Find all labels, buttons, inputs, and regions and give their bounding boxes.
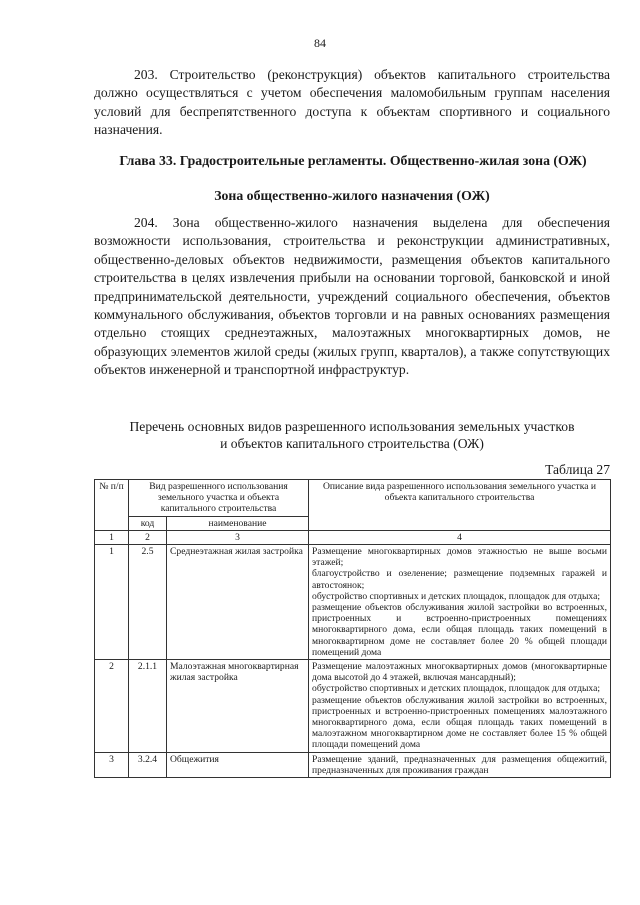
table-header-row: [95, 480, 611, 517]
header-desc: Описание вида разрешенного использования земельного участка и объекта капитального строительства: [309, 480, 611, 531]
row-desc: [309, 660, 611, 753]
column-number: 2: [129, 530, 167, 544]
header-num: № п/п: [95, 480, 129, 531]
desc-item: размещение объектов обслуживания жилой застройки во встроенных, пристроенных и встроенно-пристроенных помещениях малоэтажного многоквартирного дома, если общая площадь таких помещений в малоэтажном многоквартирном доме не составляет более 15 % общей площади помещений дома: [312, 694, 608, 751]
row-name: Малоэтажная многоквартирная жилая застройка: [167, 660, 309, 753]
header-name: наименование: [167, 516, 309, 530]
table-row: [95, 545, 611, 660]
header-code: код: [129, 516, 167, 530]
list-title-line2: и объектов капитального строительства (ОЖ): [220, 436, 484, 451]
table-row: [95, 752, 611, 777]
desc-item: Размещение малоэтажных многоквартирных домов (многоквартирные дома высотой до 4 этажей, включая мансардный);: [312, 661, 608, 684]
desc-item: обустройство спортивных и детских площадок, площадок для отдыха;: [312, 590, 600, 602]
chapter-title: Глава 33. Градостроительные регламенты. Общественно-жилая зона (ОЖ): [119, 153, 587, 168]
row-num: 1: [95, 545, 129, 660]
list-title-line1: Перечень основных видов разрешенного использования земельных участков: [129, 419, 575, 434]
desc-item: Размещение зданий, предназначенных для размещения общежитий, предназначенных для проживания граждан: [312, 753, 608, 776]
row-desc: [309, 752, 611, 777]
row-desc: [309, 545, 611, 660]
row-name: Общежития: [167, 752, 309, 777]
row-code: 3.2.4: [129, 752, 167, 777]
column-number: 3: [167, 530, 309, 544]
table-label: Таблица 27: [545, 462, 610, 477]
column-numbers-row: [95, 530, 611, 544]
row-code: 2.1.1: [129, 660, 167, 753]
row-num: 3: [95, 752, 129, 777]
table-row: [95, 660, 611, 753]
land-use-table: [94, 479, 611, 778]
column-number: 4: [309, 530, 611, 544]
desc-item: обустройство спортивных и детских площадок, площадок для отдыха;: [312, 683, 600, 695]
paragraph-204: 204. Зона общественно-жилого назначения выделена для обеспечения возможности использования, строительства и реконструкции административных, общественно-деловых объектов недвижимости, размещения объектов капитального строительства в целях извлечения прибыли на основании торговой, банковской и иной предпринимательской деятельности, учреждений социального обеспечения, объектов коммунального обслуживания, объектов торговли и на равных основаниях размещения отдельно стоящих среднеэтажных, малоэтажных многоквартирных домов, не образующих элементов жилой среды (жилых групп, кварталов), а также сопутствующих объектов инженерной и транспортной инфраструктур.: [94, 215, 610, 378]
list-title: [94, 418, 610, 452]
header-kind: Вид разрешенного использования земельного участка и объекта капитального строительства: [129, 480, 309, 517]
desc-item: размещение объектов обслуживания жилой застройки во встроенных, пристроенных и встроенно-пристроенных помещениях многоквартирного дома, если общая площадь таких помещений в многоквартирном доме не составляет более 20 % общей площади помещений дома: [312, 602, 608, 658]
paragraph-203: 203. Строительство (реконструкция) объектов капитального строительства должно осуществляться с учетом обеспечения маломобильным группам населения условий для беспрепятственного доступа к объектам спортивного и социального назначения.: [94, 67, 610, 138]
page-number: 84: [314, 36, 326, 50]
desc-item: Размещение многоквартирных домов этажностью не выше восьми этажей;: [312, 546, 608, 569]
column-number: 1: [95, 530, 129, 544]
zone-title: Зона общественно-жилого назначения (ОЖ): [214, 188, 490, 203]
row-num: 2: [95, 660, 129, 753]
row-code: 2.5: [129, 545, 167, 660]
desc-item: благоустройство и озеленение; размещение подземных гаражей и автостоянок;: [312, 568, 608, 591]
row-name: Среднеэтажная жилая застройка: [167, 545, 309, 660]
